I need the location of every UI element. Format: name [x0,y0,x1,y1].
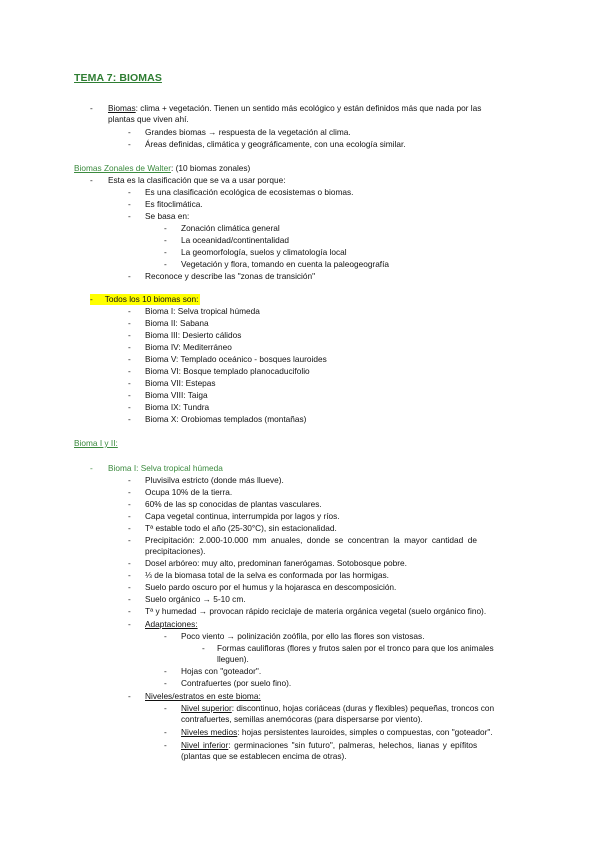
bullet-dash: - [128,211,131,221]
bullet-dash: - [164,259,167,269]
bullet-dash: - [164,631,167,641]
bullet-dash: - [128,342,131,352]
level-medios-text: : hojas persistentes lauroides, simples o compuestas, con "goteador". [237,727,493,737]
bullet-dash: - [164,727,167,737]
walter-reason-3: Se basa en: [145,211,190,221]
adaptation-item: Poco viento → polinización zoófila, por ello las flores son vistosas. [181,631,425,641]
bullet-dash: - [90,294,93,304]
bullet-dash: - [128,366,131,376]
walter-heading-link[interactable]: Biomas Zonales de Walter [74,163,171,173]
level-superior-text: : discontinuo, hojas coriáceas (duras y flexibles) pequeñas, troncos con [231,703,495,713]
adaptation-item: Hojas con "goteador". [181,666,262,676]
biome-item: Bioma VII: Estepas [145,378,216,388]
level-inferior-line-2: (plantas que se establecen encima de otras). [181,751,347,761]
bullet-dash: - [128,499,131,509]
bioma-i-heading: Bioma I: Selva tropical húmeda [108,463,223,473]
biome-item: Bioma VI: Bosque templado planocaducifolio [145,366,310,376]
walter-base-2: La oceanidad/continentalidad [181,235,289,245]
fact-item: Ocupa 10% de la tierra. [145,487,233,497]
intro-text-1: : clima + vegetación. Tienen un sentido más ecológico y están definidos más que nada por las [135,103,482,113]
walter-last: Reconoce y describe las "zonas de transición" [145,271,316,281]
bullet-dash: - [90,463,93,473]
bullet-dash: - [128,582,131,592]
bullet-dash: - [128,187,131,197]
biome-item: Bioma III: Desierto cálidos [145,330,242,340]
walter-base-4: Vegetación y flora, tomando en cuenta la paleogeografía [181,259,390,269]
bullet-dash: - [164,678,167,688]
bullet-dash: - [164,703,167,713]
levels-label: Niveles/estratos en este bioma: [145,691,261,701]
walter-heading [74,163,250,174]
bullet-dash: - [128,318,131,328]
bullet-dash: - [128,619,131,629]
biome-item: Bioma VIII: Taiga [145,390,208,400]
level-superior-line-2: contrafuertes, semillas anemócoras (para dispersarse por viento). [181,714,423,724]
biome-item: Bioma IV: Mediterráneo [145,342,232,352]
level-inferior-text: : germinaciones "sin futuro", palmeras, helechos, lianas y epífitos [228,740,478,750]
biome-item: Bioma II: Sabana [145,318,209,328]
bullet-dash: - [128,354,131,364]
bullet-dash: - [164,223,167,233]
intro-sub-2: Áreas definidas, climática y geográficamente, con una ecología similar. [145,139,406,149]
intro-line-1 [108,103,481,114]
fact-item: Pluvisilva estricto (donde más llueve). [145,475,284,485]
bullet-dash: - [90,175,93,185]
walter-base-3: La geomorfología, suelos y climatología local [181,247,347,257]
fact-item: Suelo orgánico → 5-10 cm. [145,594,246,604]
intro-sub-1: Grandes biomas → respuesta de la vegetación al clima. [145,127,351,137]
walter-heading-rest: : (10 biomas zonales) [171,163,251,173]
fact-item: Capa vegetal continua, interrumpida por lagos y ríos. [145,511,340,521]
bullet-dash: - [128,558,131,568]
adaptation-item: Contrafuertes (por suelo fino). [181,678,292,688]
section-heading[interactable]: Bioma I y II: [74,438,118,448]
bullet-dash: - [128,199,131,209]
bullet-dash: - [128,402,131,412]
biome-item: Bioma I: Selva tropical húmeda [145,306,260,316]
level-inferior-line-1 [181,740,477,751]
bullet-dash: - [164,740,167,750]
bullet-dash: - [128,330,131,340]
bullet-dash: - [164,666,167,676]
fact-precip-line-1: Precipitación: 2.000-10.000 mm anuales, donde se concentran la mayor cantidad de [145,535,477,545]
fact-item: Tª y humedad → provocan rápido reciclaje de materia orgánica vegetal (suelo orgánico fino). [145,606,487,616]
level-medios-line [181,727,493,738]
bullet-dash: - [128,487,131,497]
bullet-dash: - [128,523,131,533]
level-superior-line-1 [181,703,494,714]
bullet-dash: - [128,414,131,424]
bullet-dash: - [128,511,131,521]
level-inferior-label: Nivel inferior [181,740,229,750]
fact-item: ⅓ de la biomasa total de la selva es conformada por las hormigas. [145,570,389,580]
bullet-dash: - [128,475,131,485]
bullet-dash: - [90,103,93,113]
bullet-dash: - [128,139,131,149]
walter-base-1: Zonación climática general [181,223,280,233]
bullet-dash: - [128,570,131,580]
adaptations-label: Adaptaciones: [145,619,198,629]
all-biomes-label-text: Todos los 10 biomas son: [104,294,199,304]
walter-reason-2: Es fitoclimática. [145,199,203,209]
bullet-dash: - [128,535,131,545]
fact-item: Tª estable todo el año (25-30°C), sin estacionalidad. [145,523,337,533]
bullet-dash: - [128,594,131,604]
bullet-dash: - [164,247,167,257]
intro-line-2: plantas que viven ahí. [108,114,189,124]
level-medios-label: Niveles medios [181,727,238,737]
bullet-dash: - [128,378,131,388]
fact-precip-line-2: precipitaciones). [145,546,206,556]
adaptation-subitem-line-2: lleguen). [217,654,249,664]
walter-reason-1: Es una clasificación ecológica de ecosistemas o biomas. [145,187,354,197]
level-superior-label: Nivel superior [181,703,232,713]
bullet-dash: - [202,643,205,653]
bullet-dash: - [128,127,131,137]
adaptation-subitem-line-1: Formas caulifloras (flores y frutos salen por el tronco para que los animales [217,643,494,653]
bullet-dash: - [128,390,131,400]
fact-item: 60% de las sp conocidas de plantas vasculares. [145,499,322,509]
walter-point: Esta es la clasificación que se va a usar porque: [108,175,286,185]
biome-item: Bioma V: Templado oceánico - bosques lauroides [145,354,327,364]
bullet-dash: - [128,271,131,281]
page-title: TEMA 7: BIOMAS [74,72,162,84]
intro-term: Biomas [108,103,136,113]
biome-item: Bioma X: Orobiomas templados (montañas) [145,414,307,424]
fact-item: Suelo pardo oscuro por el humus y la hojarasca en descomposición. [145,582,397,592]
biome-item: Bioma IX: Tundra [145,402,210,412]
bullet-dash: - [128,306,131,316]
fact-item: Dosel arbóreo: muy alto, predominan fanerógamas. Sotobosque pobre. [145,558,407,568]
bullet-dash: - [128,606,131,616]
all-biomes-label [90,294,200,305]
bullet-dash: - [128,691,131,701]
bullet-dash: - [164,235,167,245]
